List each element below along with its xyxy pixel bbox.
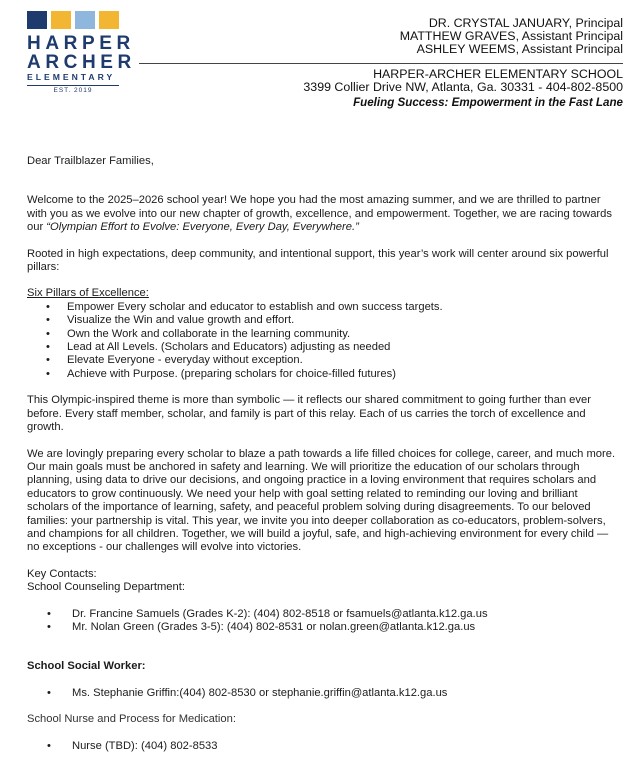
logo-square: [75, 11, 95, 29]
goals-paragraph: We are lovingly preparing every scholar to blaze a path towards a life filled choices for college, career, and much more. Our main goals must be anchored in safety and learning. We will prioritize the education of our scholars through planning, using data to drive our decisions, and ongoing practice in a loving environment that requires scholars and educators to grow continuously. We need your help with goal setting related to reminding our loving and brilliant scholars of the importance of learning, safety, and peaceful problem solving during disagreements. To our beloved families: your partnership is vital. This year, we invite you into deeper collaboration as co-educators, problem-solvers, and champions for all children. Together, we will build a joyful, safe, and high-achieving environment for every child — no exceptions - our challenges will evolve into victories.: [27, 447, 616, 554]
welcome-text: Welcome to the 2025–2026 school year! We hope you had the most amazing summer, and we are thrilled to partner with you as we evolve into our new chapter of growth, excellence, and empowerment. Together, we are racing towards our: [27, 194, 612, 234]
logo-line-harper: HARPER: [27, 33, 135, 54]
logo-line-archer: ARCHER: [27, 52, 136, 73]
greeting: Dear Trailblazer Families,: [27, 155, 154, 167]
pillar-item: • Lead at All Levels. (Scholars and Educators) adjusting as needed: [27, 341, 617, 354]
school-info: [303, 68, 623, 94]
principal-name: DR. CRYSTAL JANUARY, Principal: [428, 16, 623, 30]
pillar-item: • Elevate Everyone - everyday without exception.: [27, 354, 617, 367]
pillars-list: [27, 301, 617, 381]
pillar-item: • Achieve with Purpose. (preparing scholars for choice-filled futures): [27, 368, 617, 381]
school-address: 3399 Collier Drive NW, Atlanta, Ga. 30331 - 404-802-8500: [303, 80, 623, 94]
counselor-contact: • Dr. Francine Samuels (Grades K-2): (404) 802-8518 or fsamuels@atlanta.k12.ga.us: [27, 608, 617, 621]
pillar-item: • Own the Work and collaborate in the learning community.: [27, 328, 617, 341]
assistant-principal-2: ASHLEY WEEMS, Assistant Principal: [416, 42, 623, 56]
social-worker-heading: School Social Worker:: [27, 660, 146, 673]
school-motto: Fueling Success: Empowerment in the Fast Lane: [353, 96, 623, 109]
pillar-item: • Visualize the Win and value growth and effort.: [27, 314, 617, 327]
logo-square: [99, 11, 119, 29]
counselor-contact: • Mr. Nolan Green (Grades 3-5): (404) 802-8531 or nolan.green@atlanta.k12.ga.us: [27, 621, 617, 634]
assistant-principal-1: MATTHEW GRAVES, Assistant Principal: [399, 29, 623, 43]
school-name: HARPER-ARCHER ELEMENTARY SCHOOL: [373, 67, 623, 81]
logo-square: [27, 11, 47, 29]
counseling-heading: School Counseling Department:: [27, 581, 185, 594]
logo-established: EST. 2019: [27, 85, 119, 94]
key-contacts-heading: Key Contacts:: [27, 567, 97, 580]
pillars-heading: Six Pillars of Excellence:: [27, 287, 149, 300]
rooted-paragraph: Rooted in high expectations, deep community, and intentional support, this year’s work will center around six powerful pillars:: [27, 247, 609, 274]
letter-body: [27, 155, 617, 753]
logo-square: [51, 11, 71, 29]
welcome-paragraph: [27, 194, 617, 234]
social-worker-contact: • Ms. Stephanie Griffin:(404) 802-8530 or stephanie.griffin@atlanta.k12.ga.us: [27, 687, 617, 700]
administration-block: [400, 17, 623, 56]
nurse-contact: • Nurse (TBD): (404) 802-8533: [27, 740, 617, 753]
header-divider: [139, 63, 623, 64]
school-logo: [27, 11, 136, 94]
pillar-item: • Empower Every scholar and educator to establish and own success targets.: [27, 301, 617, 314]
olympic-paragraph: This Olympic-inspired theme is more than symbolic — it reflects our shared commitment to going further than ever before. Every staff member, scholar, and family is part of this relay. Each of us carries the torch of excellence and growth.: [27, 394, 591, 434]
nurse-heading: School Nurse and Process for Medication:: [27, 713, 236, 726]
theme-quote: “Olympian Effort to Evolve: Everyone, Every Day, Everywhere.”: [46, 221, 359, 234]
logo-line-elementary: ELEMENTARY: [27, 72, 116, 82]
logo-color-squares: [27, 11, 119, 29]
